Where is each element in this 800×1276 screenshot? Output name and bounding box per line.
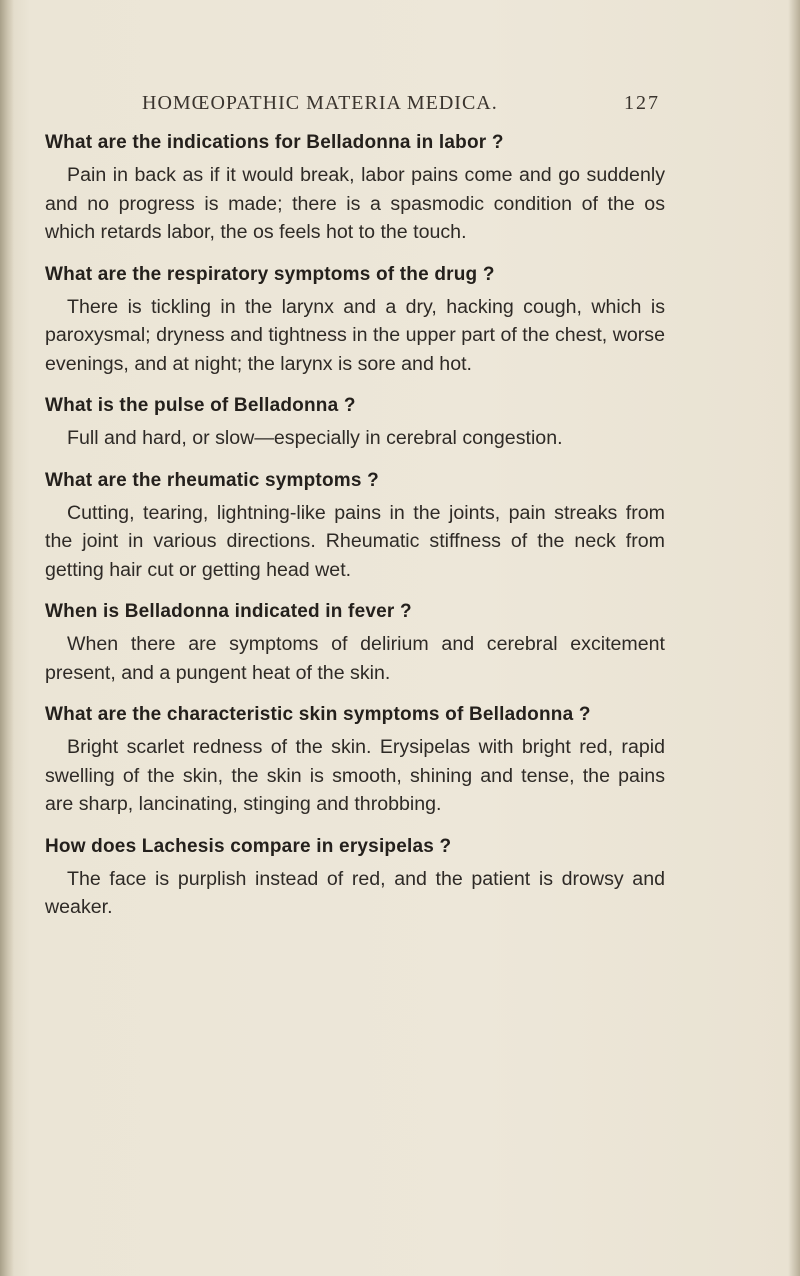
answer: Pain in back as if it would break, labor pains come and go suddenly and no progress is made; there is a spasmodic condition of the os which retards labor, the os feels hot to the touch. bbox=[45, 164, 665, 243]
qa-block bbox=[45, 702, 665, 819]
running-title: HOMŒOPATHIC MATERIA MEDICA. bbox=[142, 92, 498, 114]
question: What are the rheumatic symptoms ? bbox=[45, 469, 379, 491]
page-body bbox=[45, 130, 665, 937]
qa-block bbox=[45, 393, 665, 453]
qa-block bbox=[45, 262, 665, 379]
question: What are the characteristic skin symptoms of Belladonna ? bbox=[45, 704, 591, 725]
answer: There is tickling in the larynx and a dry, hacking cough, which is paroxysmal; dryness and tightness in the upper part of the chest, worse evenings, and at night; the larynx is sore and hot. bbox=[45, 295, 665, 375]
answer: Bright scarlet redness of the skin. Erysipelas with bright red, rapid swelling of the skin, the skin is smooth, shining and tense, the pains are sharp, lancinating, stinging and throbbing. bbox=[45, 736, 665, 815]
page-left-edge-shadow bbox=[0, 0, 14, 1276]
question: What is the pulse of Belladonna ? bbox=[45, 395, 356, 416]
qa-block bbox=[45, 834, 665, 922]
question: What are the respiratory symptoms of the drug ? bbox=[45, 263, 495, 285]
question: What are the indications for Belladonna in labor ? bbox=[45, 132, 504, 153]
question: When is Belladonna indicated in fever ? bbox=[45, 601, 412, 622]
page-number: 127 bbox=[624, 92, 660, 114]
qa-block bbox=[45, 468, 665, 585]
qa-block bbox=[45, 130, 665, 247]
answer: Full and hard, or slow—especially in cerebral congestion. bbox=[67, 427, 563, 449]
question: How does Lachesis compare in erysipelas ? bbox=[45, 835, 452, 857]
answer: Cutting, tearing, lightning-like pains in the joints, pain streaks from the joint in various directions. Rheumatic stiffness of the neck from getting hair cut or getting head wet. bbox=[45, 501, 665, 581]
answer: When there are symptoms of delirium and cerebral excitement present, and a pungent heat of the skin. bbox=[45, 633, 665, 684]
answer: The face is purplish instead of red, and the patient is drowsy and weaker. bbox=[45, 867, 665, 918]
page-right-edge-shadow bbox=[788, 0, 800, 1276]
qa-block bbox=[45, 599, 665, 687]
